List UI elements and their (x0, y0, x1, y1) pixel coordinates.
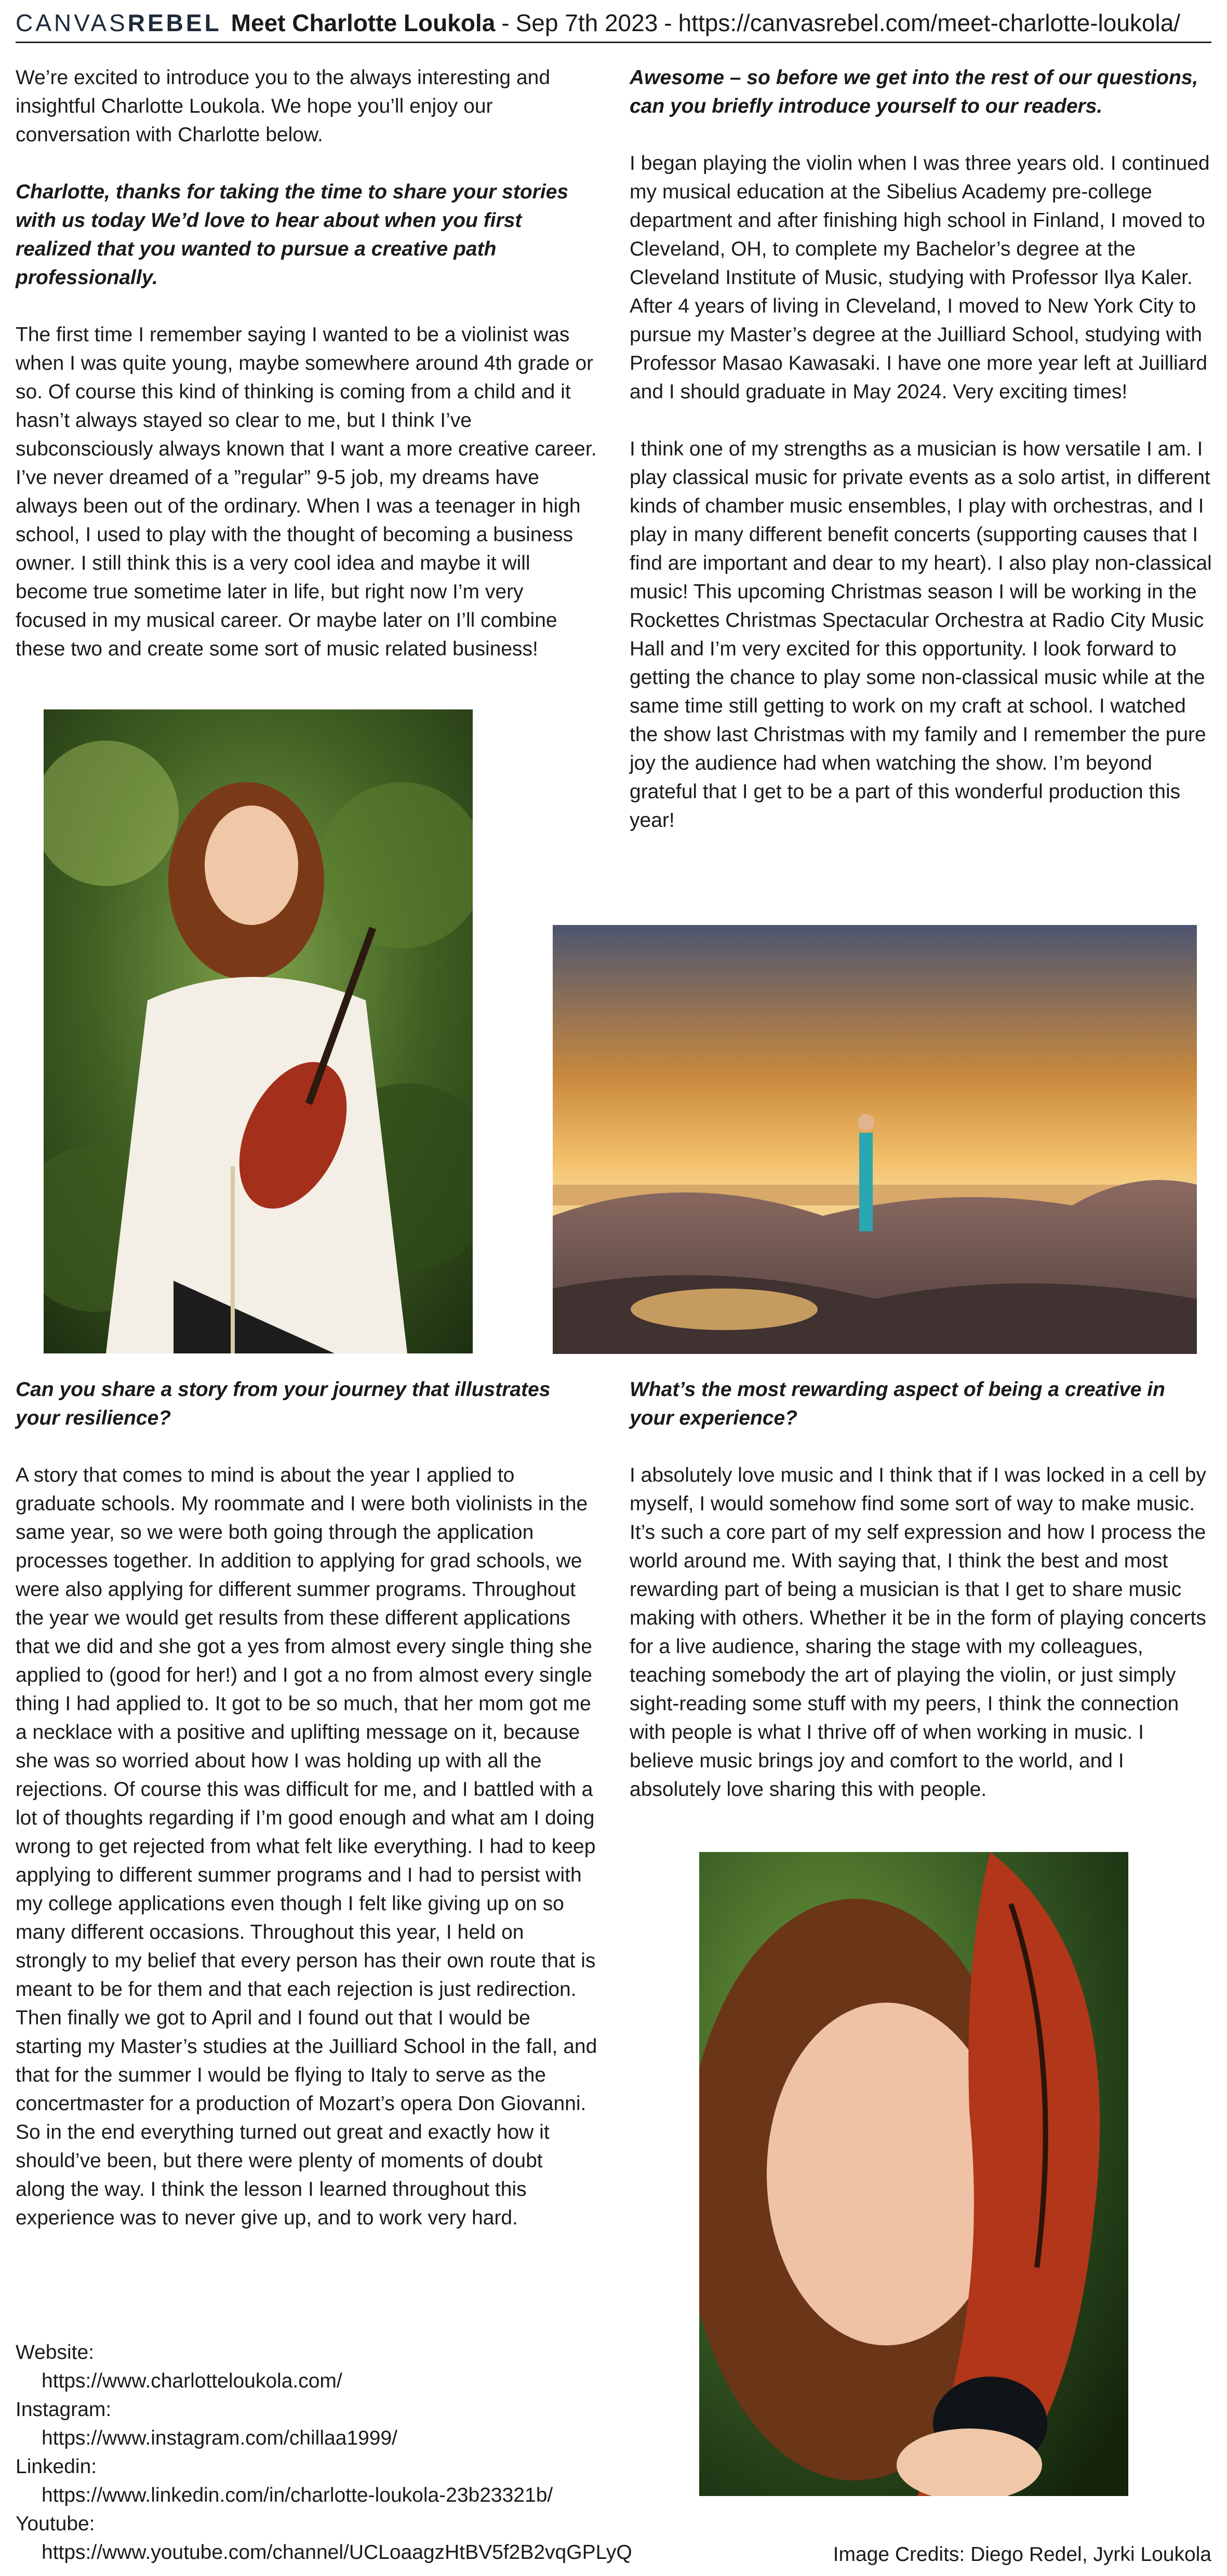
link-label-youtube: Youtube: (16, 2513, 95, 2535)
image-credits: Image Credits: Diego Redel, Jyrki Loukola (833, 2543, 1211, 2566)
question-1: Charlotte, thanks for taking the time to share your stories with us today We’d love to hear about when you first realized that you wanted to pursue a creative path professionally. (16, 181, 569, 289)
intro-paragraph: We’re excited to introduce you to the always interesting and insightful Charlotte Loukola. We hope you’ll enjoy our conversation with Charlotte below. (16, 66, 551, 146)
header-separator: - (501, 9, 510, 36)
brand-logo-rebel: REBEL (127, 9, 222, 36)
external-links (16, 2338, 632, 2567)
left-column-top (16, 63, 597, 692)
article-date: Sep 7th 2023 (515, 9, 658, 36)
link-label-linkedin: Linkedin: (16, 2456, 97, 2478)
link-linkedin[interactable]: https://www.linkedin.com/in/charlotte-loukola-23b23321b/ (42, 2484, 553, 2506)
right-column-bottom (630, 1375, 1212, 1832)
answer-2-paragraph-1: I began playing the violin when I was three years old. I continued my musical education at the Sibelius Academy pre-college department and after finishing high school in Finland, I moved to Cleveland, OH, to complete my Bachelor’s degree at the Cleveland Institute of Music, studying with Professor Ilya Kaler. After 4 years of living in Cleveland, I moved to New York City to pursue my Master’s degree at the Juilliard School, studying with Professor Masao Kawasaki. I have one more year left at Juilliard and I should graduate in May 2024. Very exciting times! (630, 152, 1210, 403)
article-title: Meet Charlotte Loukola (231, 9, 496, 36)
page-header (16, 4, 1211, 43)
article-url[interactable]: https://canvasrebel.com/meet-charlotte-loukola/ (678, 9, 1181, 36)
photo-portrait-forest (44, 709, 473, 1353)
photo-seaside-sunset (553, 925, 1197, 1354)
left-column-bottom (16, 1375, 597, 2261)
link-youtube[interactable]: https://www.youtube.com/channel/UCLoaagzHtBV5f2B2vqGPLyQ (42, 2541, 632, 2564)
link-label-website: Website: (16, 2341, 95, 2364)
answer-3: A story that comes to mind is about the year I applied to graduate schools. My roommate and I were both violinists in the same year, so we were both going through the application processes together. In addition to applying for grad schools, we were also applying for different summer programs. Throughout the year we would get results from these different applications that we did and she got a yes from almost every single thing she applied to (good for her!) and I got a no from almost every single thing I had applied to. It got to be so much, that her mom got me a necklace with a positive and uplifting message on it, because she was so worried about how I was holding up with all the rejections. Of course this was difficult for me, and I battled with a lot of thoughts regarding if I’m good enough and what am I doing wrong to get rejected from what felt like everything. I had to keep applying to different summer programs and I had to persist with my college applications even though I felt like giving up on so many different occasions. Throughout this year, I held on strongly to my belief that every person has their own route that is meant to be for them and that each rejection is just redirection. Then finally we got to April and I found out that I would be starting my Master’s studies at the Juilliard School in the fall, and that for the summer I would be flying to Italy to serve as the concertmaster for a production of Mozart’s opera Don Giovanni. So in the end everything turned out great and exactly how it should’ve been, but there were plenty of moments of doubt along the way. I think the lesson I learned throughout this experience was to never give up, and to work very hard. (16, 1464, 597, 2229)
right-column-top (630, 63, 1212, 863)
answer-2-paragraph-2: I think one of my strengths as a musician is how versatile I am. I play classical music for private events as a solo artist, in different kinds of chamber music ensembles, I play with orchestras, and I play in many different benefit concerts (supporting causes that I find are important and dear to my heart). I also play non-classical music! This upcoming Christmas season I will be working in the Rockettes Christmas Spectacular Orchestra at Radio City Music Hall and I’m very excited for this opportunity. I look forward to getting the chance to play some non-classical music while at the same time still getting to work on my craft at school. I watched the show last Christmas with my family and I remember the pure joy the audience had when watching the show. I’m beyond grateful that I get to be a part of this wonderful production this year! (630, 438, 1212, 831)
link-label-instagram: Instagram: (16, 2398, 112, 2421)
answer-4: I absolutely love music and I think that if I was locked in a cell by myself, I would somehow find some sort of way to make music. It’s such a core part of my self expression and how I process the world around me. With saying that, I think the best and most rewarding part of being a musician is that I get to share music making with others. Whether it be in the form of playing concerts for a live audience, sharing the stage with my colleagues, teaching somebody the art of playing the violin, or just simply sight-reading some stuff with my peers, I think the connection with people is what I thrive off of when working in music. I believe music brings joy and comfort to the world, and I absolutely love sharing this with people. (630, 1464, 1206, 1801)
answer-1: The first time I remember saying I wanted to be a violinist was when I was quite young, maybe somewhere around 4th grade or so. Of course this kind of thinking is coming from a child and it hasn’t always stayed so clear to me, but I think I’ve subconsciously always known that I want a more creative career. I’ve never dreamed of a ”regular” 9-5 job, my dreams have always been out of the ordinary. When I was a teenager in high school, I used to play with the thought of becoming a business owner. I still think this is a very cool idea and maybe it will become true sometime later in life, but right now I’m very focused in my musical career. Or maybe later on I’ll combine these two and create some sort of music related business! (16, 324, 597, 660)
link-website[interactable]: https://www.charlotteloukola.com/ (42, 2370, 342, 2392)
photo-violin-closeup (699, 1852, 1128, 2496)
brand-logo-canvas: CANVAS (16, 9, 128, 36)
question-2: Awesome – so before we get into the rest of our questions, can you briefly introduce yourself to our readers. (630, 66, 1198, 117)
question-3: Can you share a story from your journey that illustrates your resilience? (16, 1378, 551, 1429)
question-4: What’s the most rewarding aspect of being a creative in your experience? (630, 1378, 1165, 1429)
link-instagram[interactable]: https://www.instagram.com/chillaa1999/ (42, 2427, 397, 2449)
header-separator: - (664, 9, 672, 36)
